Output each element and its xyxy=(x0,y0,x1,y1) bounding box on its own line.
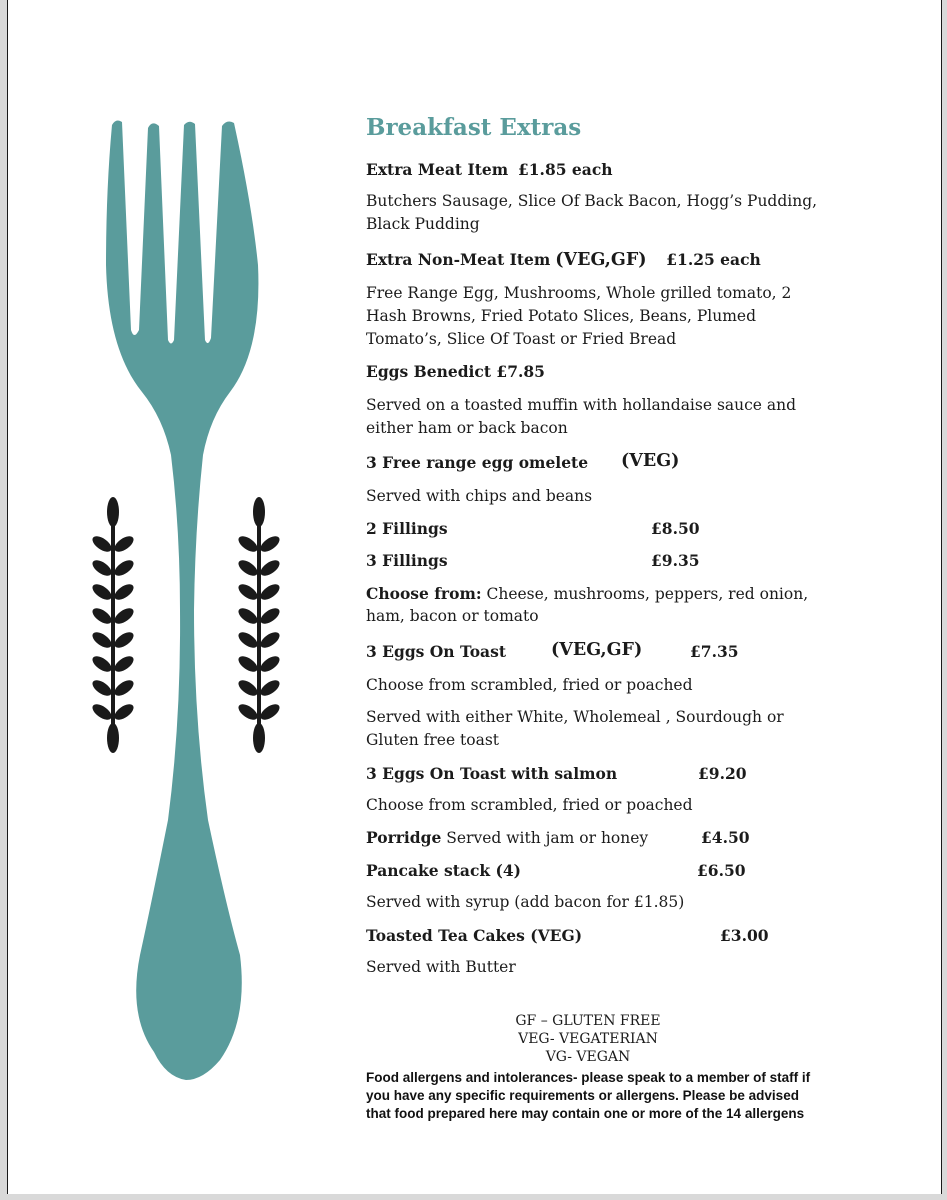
choose-from-text: Cheese, mushrooms, peppers, red onion, xyxy=(481,585,809,603)
item-price: £1.25 each xyxy=(666,250,761,269)
item-tag: (VEG) xyxy=(621,451,680,471)
item-desc: Choose from scrambled, fried or poached xyxy=(366,796,693,814)
omelete-heading: 3 Free range egg omelete xyxy=(366,453,589,472)
item-desc: Butchers Sausage, Slice Of Back Bacon, Hogg’s Pudding, xyxy=(366,192,818,210)
fillings-2-price: £8.50 xyxy=(651,519,700,538)
item-label: Extra Meat Item xyxy=(366,160,509,179)
item-price: £6.50 xyxy=(697,861,746,880)
diet-legend xyxy=(508,1012,668,1066)
item-price: £9.20 xyxy=(698,764,747,783)
item-desc: Served with jam or honey xyxy=(441,829,649,847)
porridge-line xyxy=(366,826,648,850)
item-desc: Tomato’s, Slice Of Toast or Fried Bread xyxy=(366,330,677,348)
item-desc: ham, bacon or tomato xyxy=(366,607,539,625)
leaf-sprig-icon xyxy=(90,497,136,753)
fillings-3-label: 3 Fillings xyxy=(366,551,448,570)
page-title: Breakfast Extras xyxy=(366,114,582,141)
choose-from-line xyxy=(366,582,808,606)
item-desc: Free Range Egg, Mushrooms, Whole grilled tomato, 2 xyxy=(366,284,792,302)
item-price: £1.85 each xyxy=(517,160,613,179)
extra-meat-heading xyxy=(366,158,613,182)
item-desc: Served with chips and beans xyxy=(366,487,593,505)
pancake-heading: Pancake stack (4) xyxy=(366,861,521,880)
menu-page xyxy=(7,0,942,1194)
item-desc: either ham or back bacon xyxy=(366,419,568,437)
legend-vg: VG- VEGAN xyxy=(545,1049,631,1065)
item-label: Porridge xyxy=(366,828,442,847)
item-desc: Served with syrup (add bacon for £1.85) xyxy=(366,893,685,911)
item-label: Extra Non-Meat Item xyxy=(366,250,551,269)
item-desc: Served on a toasted muffin with hollandaise sauce and xyxy=(366,396,797,414)
legend-gf: GF – GLUTEN FREE xyxy=(515,1013,661,1029)
legend-veg: VEG- VEGATERIAN xyxy=(518,1031,658,1047)
item-desc: Gluten free toast xyxy=(366,731,500,749)
leaf-sprig-icon xyxy=(236,497,282,753)
choose-from-label: Choose from: xyxy=(366,584,482,603)
item-desc: Served with Butter xyxy=(366,958,516,976)
decoration-art xyxy=(8,0,348,1194)
eggs-toast-heading: 3 Eggs On Toast xyxy=(366,642,506,661)
item-price: £4.50 xyxy=(701,828,750,847)
item-desc: Choose from scrambled, fried or poached xyxy=(366,676,693,694)
allergen-notice: Food allergens and intolerances- please speak to a member of staff if you have any specific requirements or allergens. Please be advised that food prepared here may contain one or more of the 14 allergens xyxy=(366,1070,811,1121)
item-tag: (VEG,GF) xyxy=(551,640,643,660)
item-desc: Hash Browns, Fried Potato Slices, Beans, Plumed xyxy=(366,307,756,325)
item-desc: Black Pudding xyxy=(366,215,480,233)
item-tag: (VEG,GF) xyxy=(555,250,647,270)
item-price: £3.00 xyxy=(720,926,769,945)
fillings-2-label: 2 Fillings xyxy=(366,519,448,538)
extra-nonmeat-heading xyxy=(366,248,761,272)
fork-icon xyxy=(106,121,258,1080)
eggs-benedict-heading: Eggs Benedict £7.85 xyxy=(366,362,545,381)
teacakes-heading: Toasted Tea Cakes (VEG) xyxy=(366,926,583,945)
item-desc: Served with either White, Wholemeal , Sourdough or xyxy=(366,708,784,726)
eggs-salmon-heading: 3 Eggs On Toast with salmon xyxy=(366,764,618,783)
fillings-3-price: £9.35 xyxy=(651,551,700,570)
item-price: £7.35 xyxy=(690,642,739,661)
